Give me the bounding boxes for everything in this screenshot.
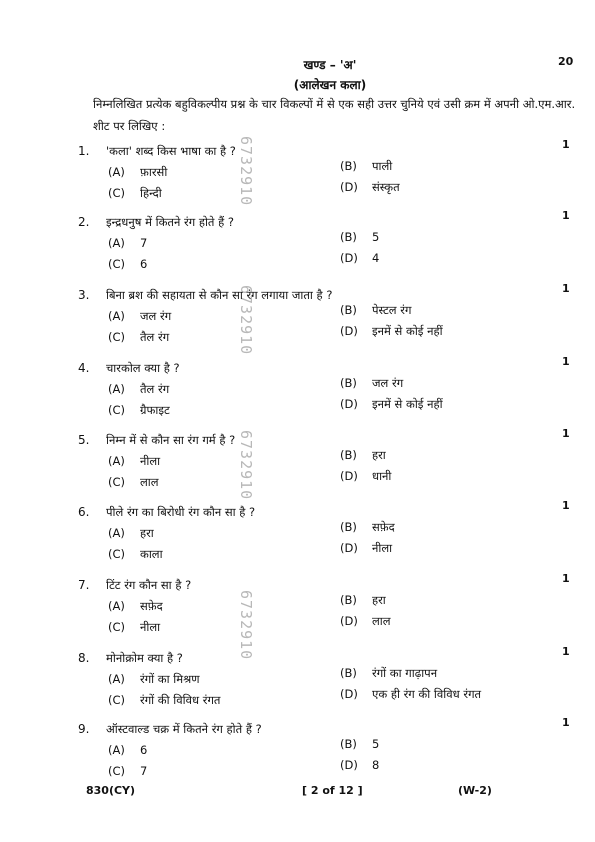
option-label: (B) xyxy=(340,520,357,534)
option-b xyxy=(340,159,392,174)
option-label: (C) xyxy=(108,257,126,271)
option-text: 7 xyxy=(140,236,148,250)
option-c xyxy=(108,547,163,562)
footer-page: [ 2 of 12 ] xyxy=(302,784,363,797)
option-text: सफ़ेद xyxy=(372,520,395,534)
option-text: काला xyxy=(140,547,163,561)
option-text: हरा xyxy=(372,593,386,607)
option-label: (D) xyxy=(340,251,358,265)
option-label: (A) xyxy=(108,599,125,613)
option-text: नीला xyxy=(372,541,393,555)
section-heading: खण्ड – 'अ' xyxy=(303,58,357,72)
option-label: (D) xyxy=(340,397,358,411)
option-text: नीला xyxy=(140,620,161,634)
option-text: रंगों की विविध रंगत xyxy=(140,693,221,707)
option-c xyxy=(108,330,169,345)
option-label: (B) xyxy=(340,376,357,390)
option-label: (A) xyxy=(108,382,125,396)
option-label: (C) xyxy=(108,330,126,344)
option-label: (B) xyxy=(340,230,357,244)
option-d xyxy=(340,180,400,195)
option-text: धानी xyxy=(372,469,392,483)
option-text: इनमें से कोई नहीं xyxy=(372,324,443,338)
option-text: 7 xyxy=(140,764,148,778)
option-a xyxy=(108,382,169,397)
option-label: (D) xyxy=(340,687,358,701)
option-c xyxy=(108,620,160,635)
option-text: तैल रंग xyxy=(140,382,170,396)
option-label: (D) xyxy=(340,614,358,628)
option-a xyxy=(108,599,163,614)
watermark-2: 6732910 xyxy=(237,285,255,356)
question-text: बिना ब्रश की सहायता से कौन सा रंग लगाया जाता है ? xyxy=(106,288,333,302)
option-label: (A) xyxy=(108,236,125,250)
question-marks: 1 xyxy=(562,209,570,222)
option-label: (A) xyxy=(108,672,125,686)
option-c xyxy=(108,403,170,418)
option-label: (A) xyxy=(108,526,125,540)
question-number: 1. xyxy=(78,144,90,158)
option-c xyxy=(108,693,220,708)
option-text: सफ़ेद xyxy=(140,599,163,613)
option-label: (B) xyxy=(340,593,357,607)
option-label: (B) xyxy=(340,666,357,680)
option-b xyxy=(340,737,379,751)
option-label: (D) xyxy=(340,541,358,555)
option-text: संस्कृत xyxy=(372,180,400,194)
question-number: 6. xyxy=(78,505,90,519)
option-text: 5 xyxy=(372,737,380,751)
question-number: 9. xyxy=(78,722,90,736)
option-label: (B) xyxy=(340,448,357,462)
option-text: जल रंग xyxy=(140,309,172,323)
option-c xyxy=(108,257,147,271)
option-a xyxy=(108,672,200,687)
option-label: (D) xyxy=(340,324,358,338)
instructions: निम्नलिखित प्रत्येक बहुविकल्पीय प्रश्न के चार विकल्पों में से एक सही उत्तर चुनिये एवं उसी क्रम में अपनी ओ.एम.आर. शीट पर लिखिए : xyxy=(93,97,576,133)
option-text: हिन्दी xyxy=(140,186,162,200)
option-label: (C) xyxy=(108,620,126,634)
option-label: (B) xyxy=(340,159,357,173)
option-text: एक ही रंग की विविध रंगत xyxy=(372,687,482,701)
option-b xyxy=(340,593,386,608)
option-a xyxy=(108,236,147,250)
question-number: 4. xyxy=(78,361,90,375)
option-label: (D) xyxy=(340,469,358,483)
option-label: (A) xyxy=(108,743,125,757)
footer-set: (W-2) xyxy=(458,784,492,797)
question-text: निम्न में से कौन सा रंग गर्म है ? xyxy=(106,433,236,447)
option-text: रंगों का मिश्रण xyxy=(140,672,200,686)
option-text: लाल xyxy=(372,614,391,628)
option-text: तैल रंग xyxy=(140,330,170,344)
option-label: (C) xyxy=(108,547,126,561)
option-label: (A) xyxy=(108,454,125,468)
option-text: ग्रैफाइट xyxy=(140,403,170,417)
option-text: 6 xyxy=(140,257,148,271)
watermark-4: 6732910 xyxy=(237,590,255,661)
question-text: पीले रंग का बिरोधी रंग कौन सा है ? xyxy=(106,505,256,519)
option-text: 5 xyxy=(372,230,380,244)
question-text: ऑस्टवाल्ड चक्र में कितने रंग होते हैं ? xyxy=(106,722,262,736)
option-text: पाली xyxy=(372,159,393,173)
option-d xyxy=(340,758,379,772)
question-text: मोनोक्रोम क्या है ? xyxy=(106,651,183,665)
option-label: (C) xyxy=(108,403,126,417)
subject-heading: (आलेखन कला) xyxy=(293,78,367,92)
question-number: 3. xyxy=(78,288,90,302)
option-b xyxy=(340,376,403,391)
option-a xyxy=(108,165,167,180)
option-b xyxy=(340,448,386,463)
option-b xyxy=(340,520,395,535)
option-text: हरा xyxy=(372,448,386,462)
option-label: (A) xyxy=(108,165,125,179)
option-b xyxy=(340,230,379,244)
watermark-1: 6732910 xyxy=(237,136,255,207)
question-marks: 1 xyxy=(562,499,570,512)
option-b xyxy=(340,666,437,681)
option-text: 8 xyxy=(372,758,380,772)
option-d xyxy=(340,614,391,629)
option-text: फ़ारसी xyxy=(140,165,168,179)
question-marks: 1 xyxy=(562,427,570,440)
question-number: 2. xyxy=(78,215,90,229)
option-d xyxy=(340,469,391,484)
option-label: (B) xyxy=(340,737,357,751)
option-d xyxy=(340,397,443,412)
option-text: पेस्टल रंग xyxy=(372,303,412,317)
option-a xyxy=(108,454,160,469)
question-marks: 1 xyxy=(562,138,570,151)
option-label: (C) xyxy=(108,693,126,707)
option-label: (C) xyxy=(108,475,126,489)
option-label: (D) xyxy=(340,180,358,194)
option-d xyxy=(340,324,443,339)
option-text: रंगों का गाढ़ापन xyxy=(372,666,438,680)
question-marks: 1 xyxy=(562,282,570,295)
option-label: (D) xyxy=(340,758,358,772)
option-label: (C) xyxy=(108,186,126,200)
question-marks: 1 xyxy=(562,572,570,585)
option-text: 4 xyxy=(372,251,380,265)
option-text: जल रंग xyxy=(372,376,404,390)
question-text: इन्द्रधनुष में कितने रंग होते हैं ? xyxy=(106,215,234,229)
question-number: 5. xyxy=(78,433,90,447)
question-marks: 1 xyxy=(562,355,570,368)
option-label: (A) xyxy=(108,309,125,323)
option-a xyxy=(108,309,171,324)
page-number: 20 xyxy=(558,55,574,68)
option-c xyxy=(108,764,147,778)
option-text: 6 xyxy=(140,743,148,757)
option-text: लाल xyxy=(140,475,159,489)
watermark-3: 6732910 xyxy=(237,430,255,501)
option-c xyxy=(108,186,162,201)
option-b xyxy=(340,303,411,318)
option-label: (B) xyxy=(340,303,357,317)
question-text: 'कला' शब्द किस भाषा का है ? xyxy=(106,144,236,158)
option-a xyxy=(108,526,154,541)
question-number: 8. xyxy=(78,651,90,665)
question-number: 7. xyxy=(78,578,90,592)
option-text: इनमें से कोई नहीं xyxy=(372,397,443,411)
question-text: चारकोल क्या है ? xyxy=(106,361,180,375)
footer-code: 830(CY) xyxy=(86,784,136,797)
question-marks: 1 xyxy=(562,645,570,658)
option-d xyxy=(340,251,379,265)
question-text: टिंट रंग कौन सा है ? xyxy=(106,578,192,592)
question-marks: 1 xyxy=(562,716,570,729)
option-text: हरा xyxy=(140,526,154,540)
option-c xyxy=(108,475,159,490)
option-d xyxy=(340,687,481,702)
option-text: नीला xyxy=(140,454,161,468)
option-label: (C) xyxy=(108,764,126,778)
option-a xyxy=(108,743,147,757)
option-d xyxy=(340,541,392,556)
